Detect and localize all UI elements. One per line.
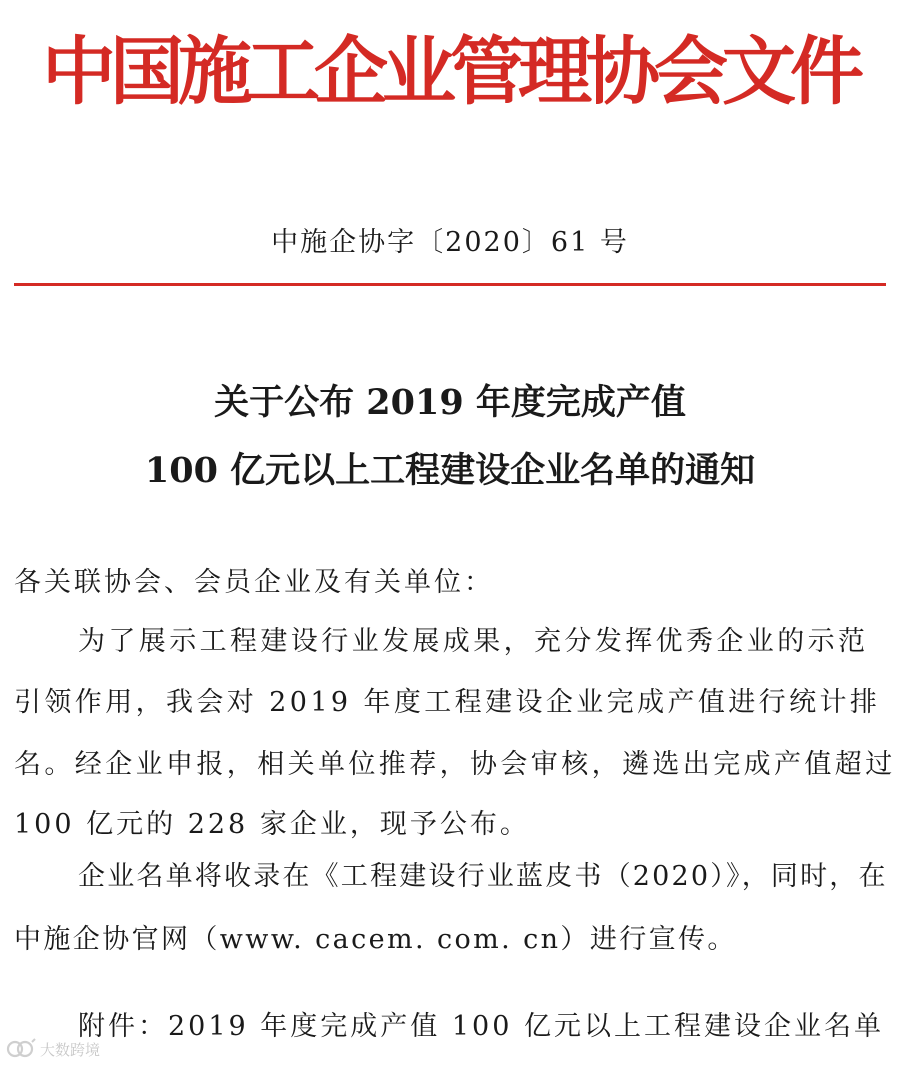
salutation: 各关联协会、会员企业及有关单位： <box>14 567 494 598</box>
body-line-6: 中施企协官网（www. cacem. com. cn）进行宣传。 <box>14 924 737 955</box>
notice-title-line-1: 关于公布 2019 年度完成产值 <box>214 382 686 423</box>
body-line-1: 为了展示工程建设行业发展成果，充分发挥优秀企业的示范 <box>78 626 869 657</box>
notice-title-line-2: 100 亿元以上工程建设企业名单的通知 <box>144 450 756 491</box>
red-divider-rule <box>14 283 886 286</box>
body-line-5: 企业名单将收录在《工程建设行业蓝皮书（2020）》，同时，在 <box>78 861 888 892</box>
watermark-logo-icon <box>6 1038 36 1060</box>
watermark-text: 大数跨境 <box>40 1040 101 1059</box>
body-line-2: 引领作用，我会对 2019 年度工程建设企业完成产值进行统计排 <box>14 687 881 718</box>
attachment-line: 附件：2019 年度完成产值 100 亿元以上工程建设企业名单 <box>78 1011 884 1042</box>
document-number: 中施企协字〔2020〕61 号 <box>271 227 629 258</box>
body-line-4: 100 亿元的 228 家企业，现予公布。 <box>14 809 530 840</box>
body-line-3: 名。经企业申报，相关单位推荐，协会审核，遴选出完成产值超过 <box>14 749 896 780</box>
watermark <box>6 1036 100 1062</box>
masthead-title: 中国施工企业管理协会文件 <box>42 29 858 115</box>
